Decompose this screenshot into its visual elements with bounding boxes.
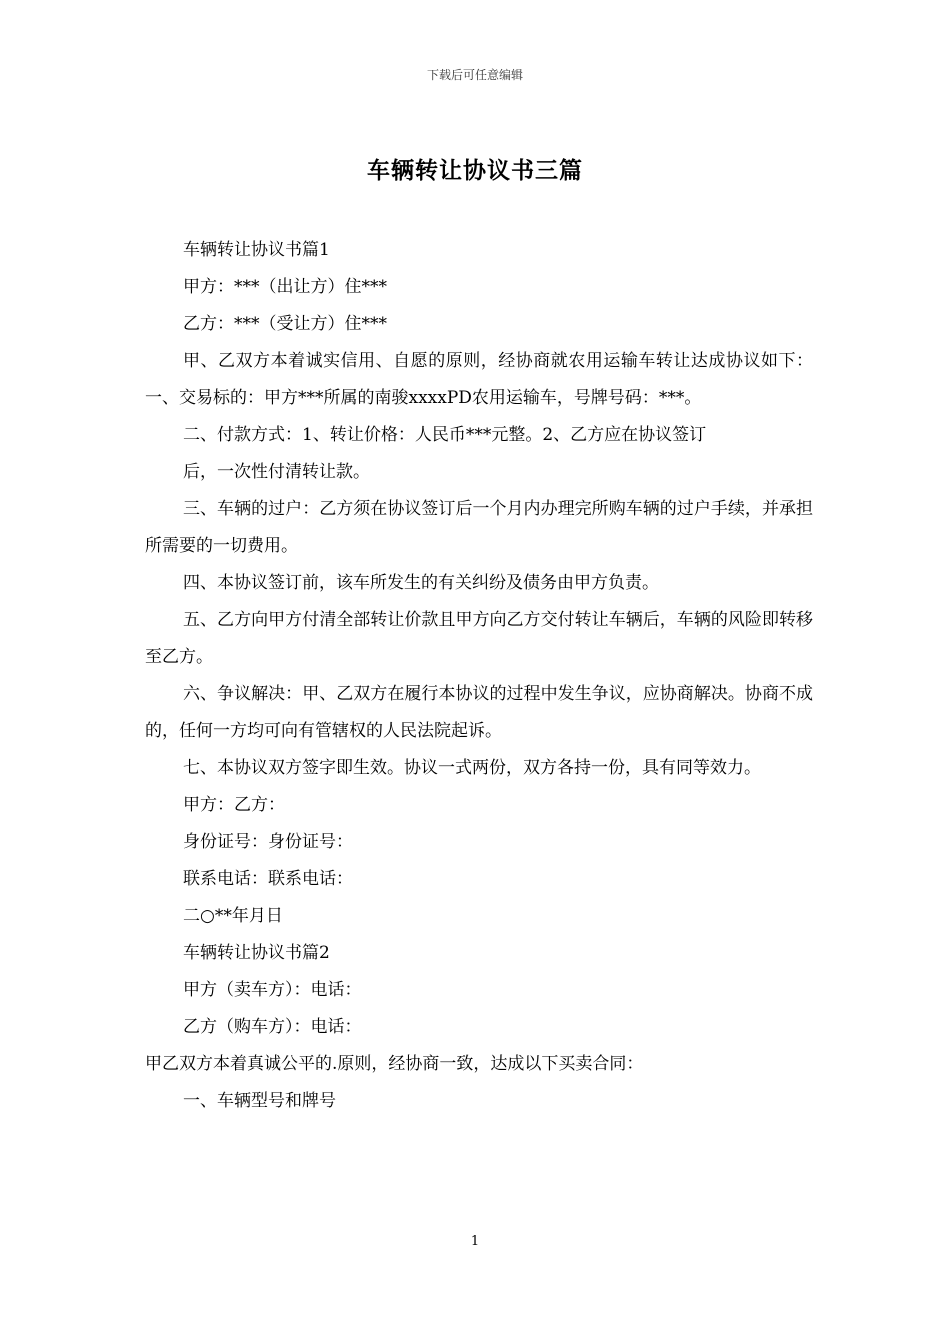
signature-line: 甲方：乙方： (183, 795, 285, 815)
paragraph: 甲方：***（出让方）住*** (183, 277, 387, 297)
paragraph: 甲乙双方本着真诚公平的.原则，经协商一致，达成以下买卖合同： (145, 1054, 644, 1074)
page-number: 1 (470, 1234, 480, 1249)
document-title: 车辆转让协议书三篇 (367, 158, 583, 184)
paragraph: 车辆转让协议书篇1 (183, 240, 330, 260)
phone-line: 联系电话：联系电话： (183, 869, 353, 889)
paragraph: 五、乙方向甲方付清全部转让价款且甲方向乙方交付转让车辆后，车辆的风险即转移至乙方。 (145, 610, 813, 667)
id-number-line: 身份证号：身份证号： (183, 832, 353, 852)
document-body (145, 232, 813, 1120)
paragraph: 六、争议解决：甲、乙双方在履行本协议的过程中发生争议，应协商解决。协商不成的，任何一方均可向有管辖权的人民法院起诉。 (145, 684, 813, 741)
paragraph: 后，一次性付清转让款。 (183, 462, 370, 482)
paragraph: 二、付款方式：1、转让价格：人民币***元整。2、乙方应在协议签订 (183, 425, 707, 445)
paragraph: 一、车辆型号和牌号 (183, 1091, 336, 1111)
date-line: 二○**年月日 (183, 906, 283, 926)
header-note: 下载后可任意编辑 (426, 68, 523, 82)
paragraph: 三、车辆的过户：乙方须在协议签订后一个月内办理完所购车辆的过户手续，并承担所需要的一切费用。 (145, 499, 813, 556)
paragraph: 四、本协议签订前，该车所发生的有关纠纷及债务由甲方负责。 (183, 573, 659, 593)
paragraph: 七、本协议双方签字即生效。协议一式两份，双方各持一份，具有同等效力。 (183, 758, 761, 778)
section-heading: 车辆转让协议书篇2 (183, 943, 330, 963)
paragraph: 乙方（购车方）：电话： (183, 1017, 362, 1037)
paragraph: 甲、乙双方本着诚实信用、自愿的原则，经协商就农用运输车转让达成协议如下：一、交易标的：甲方***所属的南骏xxxxPD农用运输车，号牌号码：***。 (145, 351, 813, 408)
paragraph: 乙方：***（受让方）住*** (183, 314, 387, 334)
paragraph: 甲方（卖车方）：电话： (183, 980, 362, 1000)
